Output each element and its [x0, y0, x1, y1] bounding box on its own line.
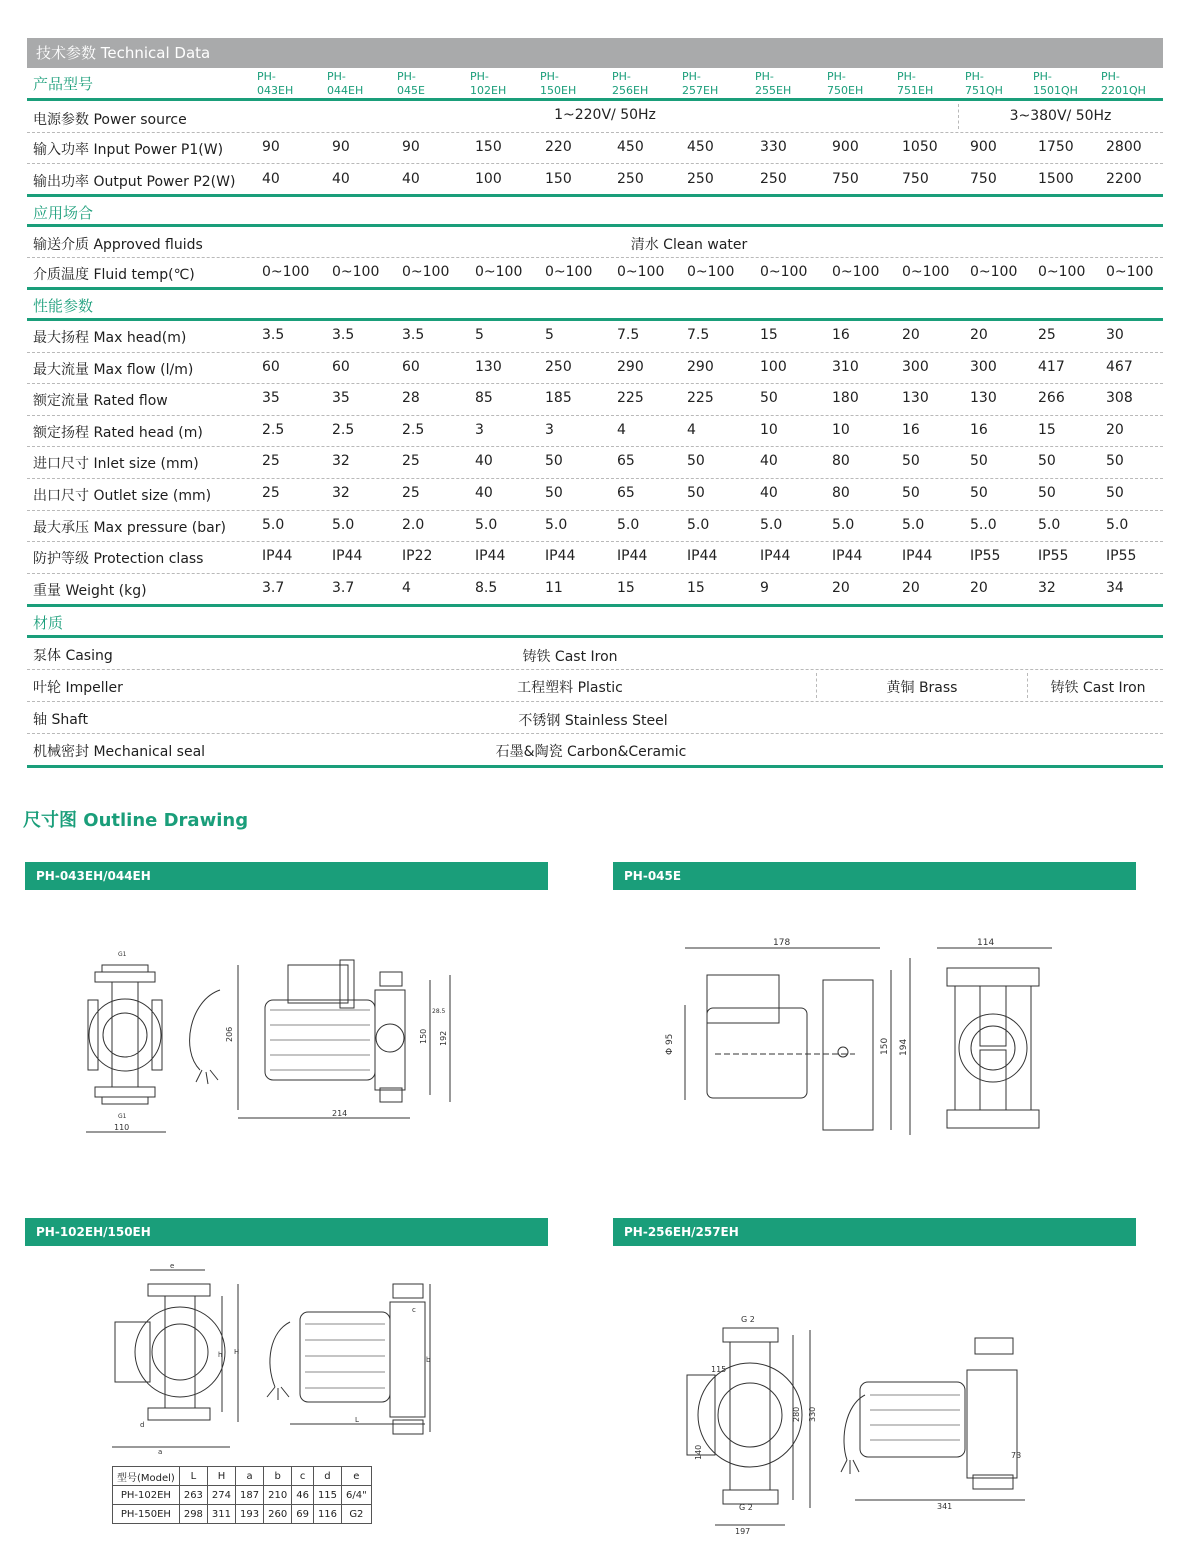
value-cell: 5.0 — [545, 516, 568, 533]
value-cell: 40 — [475, 484, 493, 501]
value-cell: 90 — [332, 139, 350, 155]
value-cell: 20 — [970, 579, 988, 596]
value-cell: 90 — [262, 139, 280, 155]
value-cell: 16 — [902, 421, 920, 438]
value-cell: 1050 — [902, 139, 938, 155]
value-cell: 50 — [1038, 453, 1056, 470]
value-cell: 0~100 — [970, 264, 1018, 280]
d1-bottom-label: G1 — [118, 1113, 127, 1120]
value-cell: 750 — [970, 171, 997, 187]
value-cell: 0~100 — [545, 264, 593, 280]
technical-data-table — [27, 38, 1163, 768]
dim-table-cell: 311 — [207, 1505, 235, 1524]
value-cell: 0~100 — [760, 264, 808, 280]
dim-table-cell: 210 — [264, 1486, 292, 1505]
value-cell: 450 — [687, 139, 714, 155]
performance-row — [27, 384, 1163, 416]
dim-table-row — [113, 1486, 372, 1505]
casing-value: 铸铁 Cast Iron — [522, 648, 618, 665]
dim-table-cell: 263 — [179, 1486, 207, 1505]
d3-H-label: H — [234, 1348, 240, 1356]
model-header-cell: PH- 255EH — [755, 70, 795, 101]
drawing-bar-102-150: PH-102EH/150EH — [25, 1218, 548, 1246]
pump-drawing-043-044 — [70, 930, 470, 1140]
d2-width-label: 114 — [977, 938, 995, 948]
value-cell: 40 — [475, 453, 493, 470]
value-cell: 2.5 — [262, 421, 285, 438]
value-cell: IP44 — [332, 548, 363, 565]
value-cell: 5 — [545, 327, 554, 343]
input-power-row — [27, 133, 1163, 164]
value-cell: 32 — [332, 484, 350, 501]
value-cell: 25 — [262, 453, 280, 470]
d2-length-label: 178 — [773, 938, 791, 948]
value-cell: 25 — [402, 453, 420, 470]
model-header-cell: PH- 1501QH — [1033, 70, 1082, 101]
value-cell: 750 — [832, 171, 859, 187]
value-cell: IP44 — [262, 548, 293, 565]
value-cell: 50 — [902, 453, 920, 470]
value-cell: 310 — [832, 358, 859, 375]
value-cell: 0~100 — [617, 264, 665, 280]
d4-w-label: 197 — [735, 1527, 751, 1535]
value-cell: 50 — [1038, 484, 1056, 501]
value-cell: 330 — [760, 139, 787, 155]
value-cell: 900 — [832, 139, 859, 155]
value-cell: 20 — [832, 579, 850, 596]
seal-row — [27, 734, 1163, 768]
performance-row — [27, 574, 1163, 607]
model-header-cell: PH- 256EH — [612, 70, 652, 101]
model-header-cell: PH- 751EH — [897, 70, 937, 101]
dim-table-cell: 115 — [313, 1486, 341, 1505]
value-cell: 20 — [1106, 421, 1124, 438]
performance-row — [27, 511, 1163, 543]
impeller-label: 叶轮 Impeller — [33, 679, 123, 696]
value-cell: 90 — [402, 139, 420, 155]
pump-drawing-045 — [655, 930, 1065, 1140]
value-cell: 7.5 — [687, 327, 710, 343]
value-cell: 65 — [617, 453, 635, 470]
drawing-bar-045: PH-045E — [613, 862, 1136, 890]
d2-h1-label: 150 — [880, 1037, 890, 1055]
value-cell: 25 — [402, 484, 420, 501]
value-cell: IP44 — [902, 548, 933, 565]
value-cell: 5.0 — [687, 516, 710, 533]
outline-drawing-title: 尺寸图 Outline Drawing — [23, 810, 249, 831]
value-cell: 50 — [1106, 484, 1124, 501]
dim-table-header: a — [236, 1467, 264, 1486]
dimension-table — [112, 1466, 372, 1524]
pump-drawing-256-257 — [675, 1310, 1055, 1535]
value-cell: 30 — [1106, 327, 1124, 343]
impeller-iron: 铸铁 Cast Iron — [1050, 679, 1146, 696]
fluids-row — [27, 227, 1163, 258]
value-cell: 15 — [687, 579, 705, 596]
row-label: 进口尺寸 Inlet size (mm) — [33, 456, 199, 473]
dim-table-header: L — [179, 1467, 207, 1486]
value-cell: 50 — [687, 453, 705, 470]
dim-table-header: e — [342, 1467, 372, 1486]
impeller-brass: 黄铜 Brass — [886, 679, 958, 696]
value-cell: 2200 — [1106, 171, 1142, 187]
value-cell: IP44 — [687, 548, 718, 565]
value-cell: 65 — [617, 484, 635, 501]
value-cell: 3 — [545, 421, 554, 438]
model-header-row — [27, 68, 1163, 101]
d4-top-label: G 2 — [741, 1315, 755, 1324]
model-header-cell: PH- 2201QH — [1101, 70, 1150, 101]
value-cell: 450 — [617, 139, 644, 155]
impeller-plastic: 工程塑料 Plastic — [517, 679, 623, 696]
dim-table-cell: 274 — [207, 1486, 235, 1505]
d1-h3-label: 192 — [439, 1030, 448, 1046]
power-source-label: 电源参数 Power source — [33, 112, 187, 128]
value-cell: IP55 — [970, 548, 1001, 565]
d4-h330-label: 330 — [808, 1406, 817, 1422]
value-cell: 1750 — [1038, 139, 1074, 155]
value-cell: 8.5 — [475, 579, 498, 596]
row-label: 最大承压 Max pressure (bar) — [33, 519, 226, 536]
svg-text:110: 110 — [114, 1123, 130, 1132]
value-cell: 900 — [970, 139, 997, 155]
dim-table-header: b — [264, 1467, 292, 1486]
value-cell: 250 — [760, 171, 787, 187]
section-application-title: 应用场合 — [33, 204, 94, 222]
dim-table-header: d — [313, 1467, 341, 1486]
value-cell: 2.0 — [402, 516, 425, 533]
performance-row — [27, 321, 1163, 353]
casing-row — [27, 638, 1163, 670]
value-cell: 50 — [545, 453, 563, 470]
value-cell: 2.5 — [332, 421, 355, 438]
value-cell: 40 — [760, 484, 778, 501]
d4-bottom-label: G 2 — [739, 1503, 753, 1512]
value-cell: 50 — [970, 484, 988, 501]
value-cell: 220 — [545, 139, 572, 155]
performance-row — [27, 447, 1163, 479]
impeller-row — [27, 670, 1163, 702]
value-cell: 308 — [1106, 390, 1133, 407]
value-cell: 5..0 — [970, 516, 997, 533]
shaft-row — [27, 702, 1163, 734]
value-cell: 150 — [475, 139, 502, 155]
pump-drawing-102-150 — [100, 1262, 450, 1462]
value-cell: 300 — [970, 358, 997, 375]
row-label: 额定扬程 Rated head (m) — [33, 424, 203, 441]
value-cell: 5.0 — [617, 516, 640, 533]
value-cell: 20 — [902, 327, 920, 343]
value-cell: 0~100 — [402, 264, 450, 280]
value-cell: IP44 — [617, 548, 648, 565]
dim-table-row — [113, 1505, 372, 1524]
value-cell: 5.0 — [760, 516, 783, 533]
value-cell: 10 — [760, 421, 778, 438]
seal-value: 石墨&陶瓷 Carbon&Ceramic — [495, 743, 687, 760]
section-material-title: 材质 — [33, 613, 64, 632]
performance-row — [27, 416, 1163, 448]
value-cell: 50 — [1106, 453, 1124, 470]
fluids-label: 输送介质 Approved fluids — [33, 237, 203, 253]
row-label: 出口尺寸 Outlet size (mm) — [33, 487, 212, 504]
value-cell: 40 — [402, 171, 420, 187]
value-cell: 467 — [1106, 358, 1133, 375]
value-cell: 9 — [760, 579, 769, 596]
seal-label: 机械密封 Mechanical seal — [33, 743, 206, 760]
d1-top-label: G1 — [118, 951, 127, 958]
value-cell: 3.7 — [262, 579, 285, 596]
d3-a-label: a — [158, 1448, 163, 1456]
d1-h2-label: 150 — [419, 1028, 428, 1044]
dim-table-header: 型号(Model) — [113, 1467, 180, 1486]
model-header-cell: PH- 750EH — [827, 70, 867, 101]
value-cell: 20 — [970, 327, 988, 343]
d4-h280-label: 280 — [792, 1406, 801, 1422]
d3-L-label: L — [355, 1416, 359, 1424]
model-header-cell: PH- 150EH — [540, 70, 580, 101]
row-label: 额定流量 Rated flow — [33, 393, 168, 410]
value-cell: 225 — [617, 390, 644, 407]
value-cell: 750 — [902, 171, 929, 187]
value-cell: 85 — [475, 390, 493, 407]
value-cell: 225 — [687, 390, 714, 407]
value-cell: 130 — [902, 390, 929, 407]
d4-h115-label: 115 — [711, 1365, 727, 1374]
dim-table-cell: 187 — [236, 1486, 264, 1505]
shaft-value: 不锈钢 Stainless Steel — [518, 712, 668, 729]
drawing-bar-043-044: PH-043EH/044EH — [25, 862, 548, 890]
value-cell: IP55 — [1106, 548, 1137, 565]
value-cell: 150 — [545, 171, 572, 187]
value-cell: 25 — [262, 484, 280, 501]
value-cell: 10 — [832, 421, 850, 438]
fluid-temp-row — [27, 258, 1163, 290]
value-cell: 60 — [262, 358, 280, 375]
drawing-bar-256-257: PH-256EH/257EH — [613, 1218, 1136, 1246]
section-material — [27, 607, 1163, 638]
power-source-row — [27, 101, 1163, 133]
value-cell: 4 — [617, 421, 626, 438]
performance-row — [27, 353, 1163, 385]
shaft-label: 轴 Shaft — [33, 711, 88, 728]
dim-table-cell: 69 — [292, 1505, 314, 1524]
value-cell: 60 — [402, 358, 420, 375]
value-cell: 3.5 — [262, 327, 285, 343]
value-cell: 290 — [687, 358, 714, 375]
value-cell: 5.0 — [832, 516, 855, 533]
d3-d-label: d — [140, 1421, 145, 1429]
value-cell: 5.0 — [475, 516, 498, 533]
performance-row — [27, 542, 1163, 574]
d3-e-label: e — [170, 1262, 175, 1270]
dim-table-cell: G2 — [342, 1505, 372, 1524]
value-cell: 417 — [1038, 358, 1065, 375]
fluids-value: 清水 Clean water — [630, 237, 748, 253]
section-performance-title: 性能参数 — [33, 297, 94, 315]
value-cell: 40 — [760, 453, 778, 470]
value-cell: 5.0 — [262, 516, 285, 533]
value-cell: 266 — [1038, 390, 1065, 407]
value-cell: 3.5 — [402, 327, 425, 343]
dim-table-cell: 298 — [179, 1505, 207, 1524]
row-label: 防护等级 Protection class — [33, 551, 204, 568]
value-cell: 0~100 — [902, 264, 950, 280]
value-cell: 5 — [475, 327, 484, 343]
value-cell: 0~100 — [687, 264, 735, 280]
value-cell: IP44 — [475, 548, 506, 565]
value-cell: 0~100 — [832, 264, 880, 280]
value-cell: 250 — [545, 358, 572, 375]
dim-table-header: H — [207, 1467, 235, 1486]
value-cell: 15 — [760, 327, 778, 343]
value-cell: 2.5 — [402, 421, 425, 438]
casing-label: 泵体 Casing — [33, 647, 113, 664]
value-cell: 34 — [1106, 579, 1124, 596]
row-label: 最大扬程 Max head(m) — [33, 330, 187, 346]
d3-b-label: b — [426, 1356, 431, 1364]
value-cell: 32 — [1038, 579, 1056, 596]
value-cell: 15 — [617, 579, 635, 596]
value-cell: 16 — [832, 327, 850, 343]
value-cell: 35 — [332, 390, 350, 407]
value-cell: 3.7 — [332, 579, 355, 596]
value-cell: 50 — [760, 390, 778, 407]
value-cell: 5.0 — [1038, 516, 1061, 533]
value-cell: 100 — [475, 171, 502, 187]
model-header-cell: PH- 045E — [397, 70, 429, 101]
value-cell: 0~100 — [475, 264, 523, 280]
value-cell: 1500 — [1038, 171, 1074, 187]
d2-h2-label: 194 — [899, 1038, 909, 1056]
value-cell: 11 — [545, 579, 563, 596]
dim-table-cell: PH-150EH — [113, 1505, 180, 1524]
value-cell: 28 — [402, 390, 420, 407]
value-cell: 50 — [970, 453, 988, 470]
value-cell: 4 — [687, 421, 696, 438]
row-label: 输出功率 Output Power P2(W) — [33, 174, 236, 190]
dim-table-cell: PH-102EH — [113, 1486, 180, 1505]
value-cell: 35 — [262, 390, 280, 407]
value-cell: 250 — [687, 171, 714, 187]
d4-h140-label: 140 — [694, 1444, 703, 1460]
power-source-single: 1~220V/ 50Hz — [554, 107, 656, 123]
value-cell: 50 — [545, 484, 563, 501]
value-cell: IP55 — [1038, 548, 1069, 565]
dim-table-cell: 6/4" — [342, 1486, 372, 1505]
value-cell: 290 — [617, 358, 644, 375]
value-cell: 0~100 — [332, 264, 380, 280]
value-cell: 5.0 — [332, 516, 355, 533]
value-cell: 2800 — [1106, 139, 1142, 155]
row-label: 重量 Weight (kg) — [33, 582, 147, 599]
value-cell: 80 — [832, 484, 850, 501]
d3-c-label: c — [412, 1306, 416, 1314]
value-cell: 0~100 — [262, 264, 310, 280]
model-header-cell: PH- 257EH — [682, 70, 722, 101]
value-cell: 40 — [262, 171, 280, 187]
value-cell: IP44 — [760, 548, 791, 565]
d1-length-label: 214 — [332, 1109, 348, 1118]
value-cell: 32 — [332, 453, 350, 470]
section-performance — [27, 290, 1163, 321]
d1-small-label: 28.5 — [432, 1008, 446, 1015]
dim-table-cell: 260 — [264, 1505, 292, 1524]
value-cell: 5.0 — [1106, 516, 1129, 533]
value-cell: 300 — [902, 358, 929, 375]
value-cell: 50 — [902, 484, 920, 501]
value-cell: 0~100 — [1038, 264, 1086, 280]
value-cell: 180 — [832, 390, 859, 407]
value-cell: 185 — [545, 390, 572, 407]
output-power-row — [27, 164, 1163, 197]
row-label: 最大流量 Max flow (l/m) — [33, 361, 194, 378]
row-label: 介质温度 Fluid temp(℃) — [33, 267, 195, 283]
model-header-cell: PH- 102EH — [470, 70, 510, 101]
value-cell: 3.5 — [332, 327, 355, 343]
value-cell: 25 — [1038, 327, 1056, 343]
value-cell: 15 — [1038, 421, 1056, 438]
d2-dia-label: Φ 95 — [665, 1033, 675, 1055]
value-cell: IP44 — [832, 548, 863, 565]
technical-data-title: 技术参数 Technical Data — [27, 38, 1163, 68]
value-cell: 130 — [970, 390, 997, 407]
value-cell: 4 — [402, 579, 411, 596]
value-cell: 20 — [902, 579, 920, 596]
value-cell: 16 — [970, 421, 988, 438]
value-cell: 100 — [760, 358, 787, 375]
performance-row — [27, 479, 1163, 511]
d3-h-label: h — [218, 1351, 223, 1359]
value-cell: 80 — [832, 453, 850, 470]
value-cell: 0~100 — [1106, 264, 1154, 280]
value-cell: 5.0 — [902, 516, 925, 533]
dim-table-cell: 116 — [313, 1505, 341, 1524]
section-application — [27, 197, 1163, 227]
row-label: 输入功率 Input Power P1(W) — [33, 142, 224, 158]
model-header-cell: PH- 751QH — [965, 70, 1007, 101]
value-cell: 250 — [617, 171, 644, 187]
value-cell: 50 — [687, 484, 705, 501]
value-cell: IP22 — [402, 548, 433, 565]
value-cell: IP44 — [545, 548, 576, 565]
model-header-cell: PH- 043EH — [257, 70, 297, 101]
power-source-three: 3~380V/ 50Hz — [1009, 108, 1112, 124]
value-cell: 60 — [332, 358, 350, 375]
d4-h73-label: 73 — [1011, 1451, 1022, 1460]
value-cell: 3 — [475, 421, 484, 438]
value-cell: 7.5 — [617, 327, 640, 343]
value-cell: 40 — [332, 171, 350, 187]
model-header-label: 产品型号 — [33, 75, 94, 93]
value-cell: 130 — [475, 358, 502, 375]
dim-table-header: c — [292, 1467, 314, 1486]
dim-table-cell: 193 — [236, 1505, 264, 1524]
performance-rows — [27, 321, 1163, 607]
d4-l341-label: 341 — [937, 1502, 953, 1511]
model-header-cell: PH- 044EH — [327, 70, 367, 101]
dim-table-cell: 46 — [292, 1486, 314, 1505]
d1-height-label: 206 — [225, 1026, 234, 1042]
